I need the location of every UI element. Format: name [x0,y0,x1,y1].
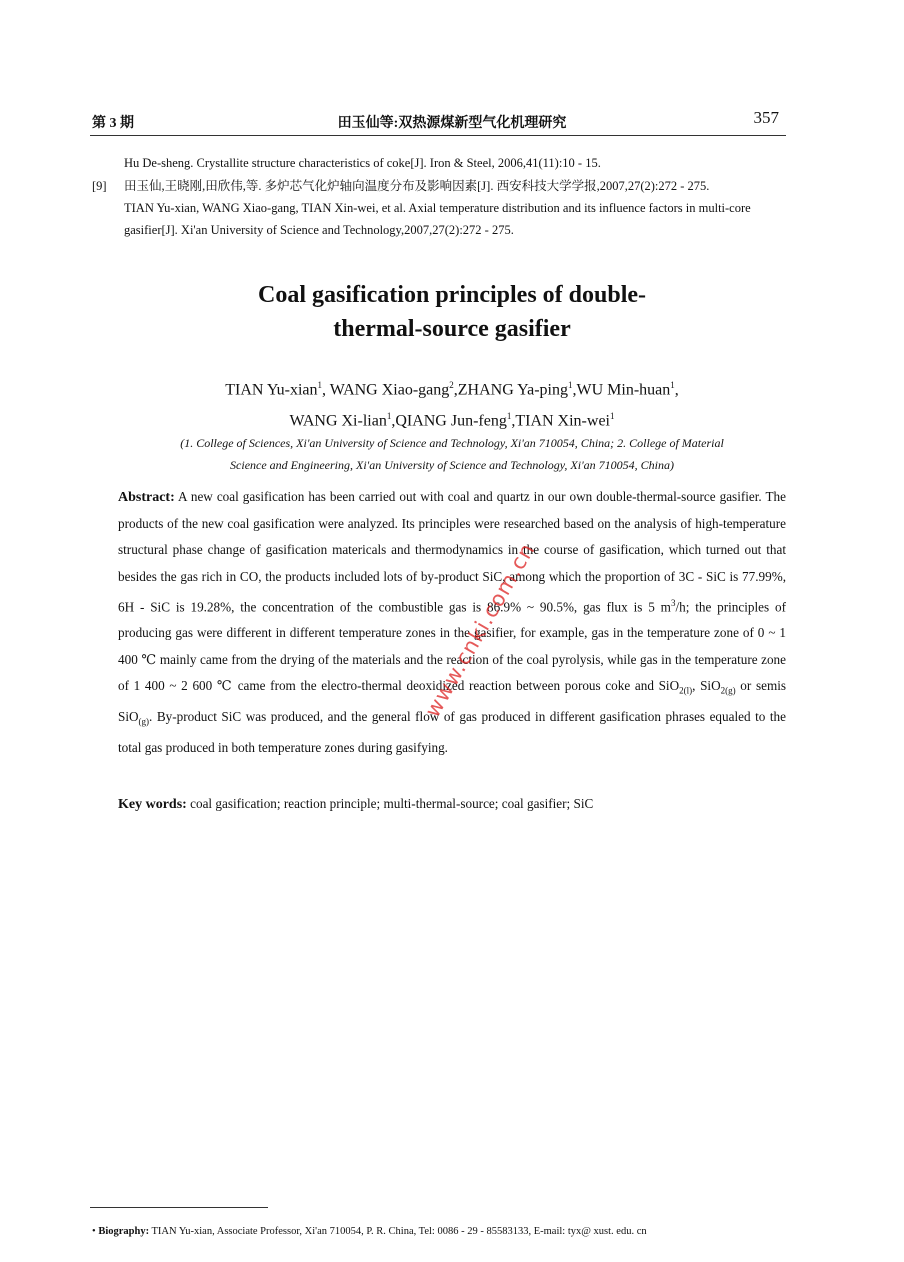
author: ZHANG Ya-ping [457,381,568,399]
bullet-icon: • [92,1226,96,1237]
paper-title-line-1: Coal gasification principles of double- [257,282,647,308]
reference-9-line-3: gasifier[J]. Xi'an University of Science and Technology,2007,27(2):272 - 275. [124,223,514,237]
reference-9-line-1: 田玉仙,王晓刚,田欣伟,等. 多炉芯气化炉轴向温度分布及影响因素[J]. 西安科技大学学报,2007,27(2):272 - 275. [124,179,710,193]
keywords [118,796,593,813]
biography-label: Biography: [98,1226,150,1237]
author: WANG Xiao-gang [329,381,450,399]
affiliation-line-1: (1. College of Sciences, Xi'an University of Science and Technology, Xi'an 710054, China; 2. College of Material [180,436,724,450]
reference-9-label: [9] [92,179,107,193]
issue-number: 第 3 期 [92,116,134,131]
affiliation-line-2: Science and Engineering, Xi'an University of Science and Technology, Xi'an 710054, China) [230,458,674,472]
watermark-text: www.cnki.com.cn [420,538,540,722]
author: TIAN Yu-xian [225,381,318,399]
biography-text: TIAN Yu-xian, Associate Professor, Xi'an 710054, P. R. China, Tel: 0086 - 29 - 85583133, E-mail: tyx@ xust. edu. cn [151,1226,647,1237]
author: WU Min-huan [576,381,671,399]
affiliations [0,432,904,476]
paper-title [0,278,904,346]
reference-9 [124,175,751,241]
author: TIAN Xin-wei [515,412,610,430]
reference-9-line-2: TIAN Yu-xian, WANG Xiao-gang, TIAN Xin-wei, et al. Axial temperature distribution and its influence factors in multi-core [124,201,751,215]
footnote-rule [90,1207,268,1208]
page-number: 357 [753,108,779,127]
author: QIANG Jun-feng [395,412,507,430]
header-rule [90,135,786,136]
keywords-text: coal gasification; reaction principle; multi-thermal-source; coal gasifier; SiC [190,796,594,811]
author: WANG Xi-lian [289,412,387,430]
abstract: Abstract: A new coal gasification has been carried out with coal and quartz in our own double-thermal-source gasifier. The products of the new coal gasification were analyzed. Its principles were researched based on the analysis of high-temperature structural phase change of gasification matericals and thermodynamics in the course of gasification, which turned out that besides the gas rich in CO, the products included lots of by-product SiC, among which the proportion of 3C - SiC is 77.99%, 6H - SiC is 19.28%, the concentration of the combustible gas is 86.9% ~ 90.5%, gas flux is 5 $m^3/h$; the principles of producing gas were different in different temperature zones in the gasifier, for example, gas in the temperature zone of 0 ~ 1 400 ℃ mainly came from the drying of the materials and the reaction of the coal pyrolysis, while gas in the temperature zone of 1 400 ~ 2 600 ℃ came from the electro-thermal deoxidized reaction between porous coke and SiO$_{2(l)}$, SiO$_{2(g)}$ or semis SiO$_{(g)}$. By-product SiC was produced, and the general flow of gas produced in different gasification phrases equaled to the total gas produced in both temperature zones during gasifying. [118,489,786,755]
abstract-label: Abstract: [118,490,175,505]
paper-title-line-2: thermal-source gasifier [333,316,571,342]
reference-8-continuation: Hu De-sheng. Crystallite structure characteristics of coke[J]. Iron & Steel, 2006,41(11):10 - 15. [124,156,601,170]
running-title: 田玉仙等:双热源煤新型气化机理研究 [337,116,567,131]
keywords-label: Key words: [118,797,187,812]
biography-footnote [92,1226,647,1237]
author-list: TIAN Yu-xian$^1$, WANG Xiao-gang$^2$,ZHANG Ya-ping$^1$,WU Min-huan$^1$, WANG Xi-lian$^1$,QIANG Jun-feng$^1$,TIAN Xin-wei$^1$ [225,380,679,430]
